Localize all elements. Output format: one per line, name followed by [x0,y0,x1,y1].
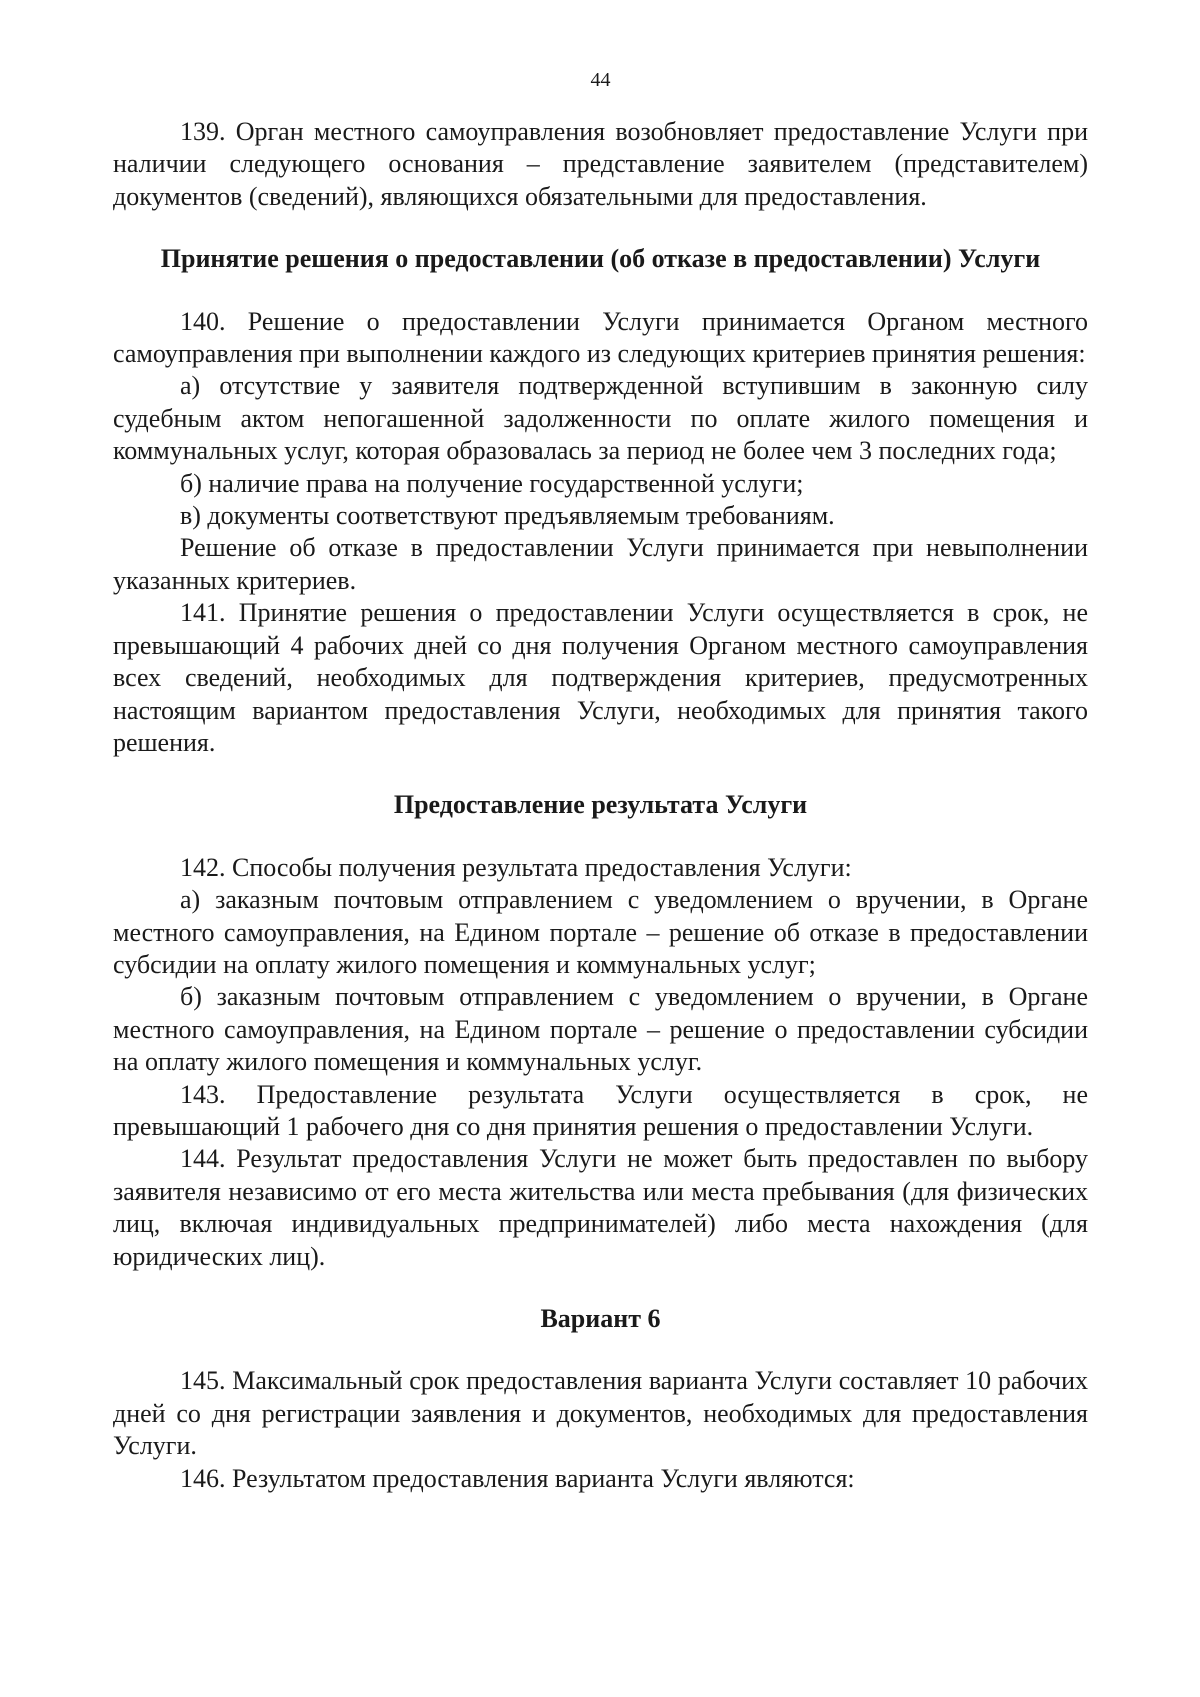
paragraph-141: 141. Принятие решения о предоставлении Услуги осуществляется в срок, не превышающий 4 рабочих дней со дня получения Органом местного самоуправления всех сведений, необходимых для подтверждения критериев, предусмотренных настоящим вариантом предоставления Услуги, необходимых для принятия такого решения. [113,598,1088,757]
paragraph-145: 145. Максимальный срок предоставления варианта Услуги составляет 10 рабочих дней со дня регистрации заявления и документов, необходимых для предоставления Услуги. [113,1366,1088,1461]
page-number: 44 [590,69,611,91]
paragraph-142-a: а) заказным почтовым отправлением с уведомлением о вручении, в Органе местного самоуправления, на Едином портале – решение об отказе в предоставлении субсидии на оплату жилого помещения и коммунальных услуг; [113,885,1088,979]
paragraph-140: 140. Решение о предоставлении Услуги принимается Органом местного самоуправления при выполнении каждого из следующих критериев принятия решения: [113,306,1088,369]
paragraph-143: 143. Предоставление результата Услуги осуществляется в срок, не превышающий 1 рабочего дня со дня принятия решения о предоставлении Услуги. [113,1079,1088,1141]
heading-decision: Принятие решения о предоставлении (об отказе в предоставлении) Услуги [160,244,1041,274]
paragraph-142: 142. Способы получения результата предоставления Услуги: [180,852,852,882]
paragraph-140-refusal: Решение об отказе в предоставлении Услуги принимается при невыполнении указанных критериев. [113,533,1088,595]
heading-variant: Вариант 6 [540,1304,661,1333]
heading-result: Предоставление результата Услуги [393,790,808,820]
paragraph-140-b: б) наличие права на получение государственной услуги; [180,468,804,498]
paragraph-140-a: а) отсутствие у заявителя подтвержденной вступившим в законную силу судебным актом непогашенной задолженности по оплате жилого помещения и коммунальных услуг, которая образовалась за период не более чем 3 последних года; [113,371,1088,466]
paragraph-139: 139. Орган местного самоуправления возобновляет предоставление Услуги при наличии следующего основания – представление заявителем (представителем) документов (сведений), являющихся обязательными для предоставления. [113,117,1088,211]
paragraph-146: 146. Результатом предоставления варианта Услуги являются: [180,1463,855,1493]
paragraph-140-c: в) документы соответствуют предъявляемым требованиям. [180,501,835,531]
paragraph-142-b: б) заказным почтовым отправлением с уведомлением о вручении, в Органе местного самоуправления, на Едином портале – решение о предоставлении субсидии на оплату жилого помещения и коммунальных услуг. [113,982,1088,1077]
document-page [113,66,1088,1495]
paragraph-144: 144. Результат предоставления Услуги не может быть предоставлен по выбору заявителя независимо от его места жительства или места пребывания (для физических лиц, включая индивидуальных предпринимателей) либо места нахождения (для юридических лиц). [113,1144,1088,1271]
